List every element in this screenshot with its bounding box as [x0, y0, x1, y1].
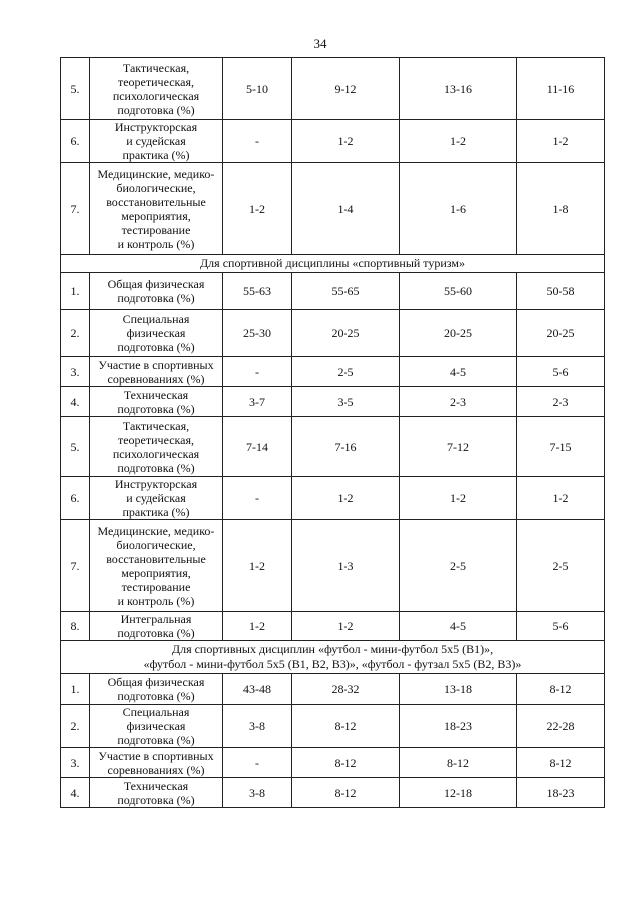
- activity-label: [90, 477, 223, 520]
- value-cell: 2-3: [400, 387, 517, 417]
- activity-label-line: Специальная: [122, 705, 190, 719]
- activity-label-line: Тактическая,: [122, 60, 190, 75]
- activity-label-line: теоретическая,: [117, 432, 195, 447]
- activity-label-line: соревнованиях (%): [107, 762, 205, 777]
- value-cell: 5-6: [517, 612, 605, 641]
- value-cell: 20-25: [292, 310, 400, 357]
- value-cell: 7-12: [400, 417, 517, 477]
- activity-label: [90, 705, 223, 748]
- value-cell: 3-8: [223, 778, 292, 808]
- value-cell: 20-25: [400, 310, 517, 357]
- value-cell: 50-58: [517, 273, 605, 310]
- section-title-line: Для спортивной дисциплины «спортивный туризм»: [200, 256, 465, 270]
- activity-label-line: Инструкторская: [114, 477, 198, 491]
- value-cell: 8-12: [517, 748, 605, 778]
- row-number: 7.: [61, 520, 90, 612]
- row-number: 4.: [61, 778, 90, 808]
- row-number: 1.: [61, 674, 90, 705]
- activity-label: [90, 674, 223, 705]
- activity-label-line: тестирование: [121, 222, 191, 237]
- activity-label-line: психологическая: [112, 446, 200, 461]
- value-cell: 1-2: [223, 163, 292, 255]
- value-cell: -: [223, 120, 292, 163]
- row-number: 6.: [61, 120, 90, 163]
- value-cell: 18-23: [517, 778, 605, 808]
- table-row: [61, 778, 605, 808]
- row-number: 3.: [61, 357, 90, 387]
- value-cell: 25-30: [223, 310, 292, 357]
- activity-label: [90, 357, 223, 387]
- activity-label-line: Тактическая,: [122, 418, 190, 433]
- section-title-line: Для спортивных дисциплин «футбол - мини-футбол 5x5 (B1)»,: [171, 642, 494, 656]
- activity-label: [90, 273, 223, 310]
- value-cell: 1-2: [400, 120, 517, 163]
- table-row: [61, 273, 605, 310]
- value-cell: 1-2: [517, 477, 605, 520]
- activity-label: [90, 58, 223, 120]
- activity-label-line: и судейская: [126, 491, 186, 505]
- value-cell: 55-60: [400, 273, 517, 310]
- value-cell: 5-6: [517, 357, 605, 387]
- value-cell: -: [223, 748, 292, 778]
- value-cell: 4-5: [400, 612, 517, 641]
- value-cell: 3-7: [223, 387, 292, 417]
- activity-label-line: и контроль (%): [117, 236, 195, 251]
- activity-label-line: практика (%): [122, 505, 190, 519]
- activity-label: [90, 612, 223, 641]
- table-row: [61, 477, 605, 520]
- table-row: [61, 58, 605, 120]
- value-cell: 1-2: [292, 477, 400, 520]
- activity-label-line: Специальная: [122, 312, 190, 326]
- value-cell: 5-10: [223, 58, 292, 120]
- value-cell: 8-12: [517, 674, 605, 705]
- activity-label-line: биологические,: [116, 537, 196, 552]
- activity-label-line: соревнованиях (%): [107, 371, 205, 386]
- activity-label-line: подготовка (%): [117, 291, 195, 305]
- row-number: 1.: [61, 273, 90, 310]
- activity-label-line: физическая: [126, 326, 186, 340]
- activity-label-line: Техническая: [123, 387, 189, 402]
- activity-label-line: мероприятия,: [121, 208, 191, 223]
- activity-label-line: Техническая: [123, 778, 189, 793]
- table-row: [61, 748, 605, 778]
- activity-label-line: практика (%): [122, 148, 190, 162]
- activity-label-line: теоретическая,: [117, 74, 195, 89]
- row-number: 7.: [61, 163, 90, 255]
- activity-label-line: подготовка (%): [117, 626, 195, 640]
- value-cell: 2-5: [292, 357, 400, 387]
- activity-label: [90, 417, 223, 477]
- activity-label-line: восстановительные: [106, 194, 206, 209]
- value-cell: 3-5: [292, 387, 400, 417]
- value-cell: 1-2: [223, 612, 292, 641]
- row-number: 2.: [61, 310, 90, 357]
- activity-label-line: Участие в спортивных: [98, 357, 214, 372]
- activity-label-line: подготовка (%): [117, 460, 195, 475]
- table-row: [61, 310, 605, 357]
- value-cell: 13-16: [400, 58, 517, 120]
- activity-label-line: физическая: [126, 719, 186, 733]
- value-cell: 8-12: [292, 748, 400, 778]
- row-number: 4.: [61, 387, 90, 417]
- activity-label-line: Общая физическая: [107, 277, 205, 291]
- activity-label-line: восстановительные: [106, 551, 206, 566]
- value-cell: 4-5: [400, 357, 517, 387]
- section-title: [61, 255, 605, 273]
- activity-label-line: и контроль (%): [117, 593, 195, 608]
- section-header-row: [61, 255, 605, 273]
- value-cell: 1-3: [292, 520, 400, 612]
- value-cell: 7-14: [223, 417, 292, 477]
- table-row: [61, 163, 605, 255]
- activity-label-line: подготовка (%): [117, 689, 195, 703]
- row-number: 6.: [61, 477, 90, 520]
- value-cell: 7-15: [517, 417, 605, 477]
- row-number: 5.: [61, 417, 90, 477]
- activity-label: [90, 120, 223, 163]
- activity-label-line: тестирование: [121, 579, 191, 594]
- value-cell: 1-2: [292, 612, 400, 641]
- activity-label: [90, 387, 223, 417]
- activity-label-line: психологическая: [112, 88, 200, 103]
- activity-label-line: Медицинские, медико-: [97, 523, 215, 538]
- activity-label-line: мероприятия,: [121, 565, 191, 580]
- value-cell: -: [223, 357, 292, 387]
- value-cell: 1-4: [292, 163, 400, 255]
- value-cell: 55-65: [292, 273, 400, 310]
- value-cell: 2-5: [517, 520, 605, 612]
- value-cell: 2-5: [400, 520, 517, 612]
- value-cell: 3-8: [223, 705, 292, 748]
- activity-label: [90, 778, 223, 808]
- value-cell: 11-16: [517, 58, 605, 120]
- value-cell: 22-28: [517, 705, 605, 748]
- activity-label-line: Инструкторская: [114, 120, 198, 134]
- value-cell: 1-2: [517, 120, 605, 163]
- table-row: [61, 387, 605, 417]
- value-cell: 20-25: [517, 310, 605, 357]
- section-header-row: [61, 641, 605, 674]
- value-cell: 1-2: [223, 520, 292, 612]
- table-row: [61, 520, 605, 612]
- activity-label-line: и судейская: [126, 134, 186, 148]
- row-number: 8.: [61, 612, 90, 641]
- value-cell: 1-6: [400, 163, 517, 255]
- table-row: [61, 705, 605, 748]
- section-title: [61, 641, 605, 674]
- value-cell: 12-18: [400, 778, 517, 808]
- activity-label-line: подготовка (%): [117, 102, 195, 117]
- activity-label-line: подготовка (%): [117, 401, 195, 416]
- table-row: [61, 612, 605, 641]
- table-row: [61, 674, 605, 705]
- value-cell: 13-18: [400, 674, 517, 705]
- value-cell: 8-12: [292, 705, 400, 748]
- value-cell: 8-12: [292, 778, 400, 808]
- value-cell: 2-3: [517, 387, 605, 417]
- value-cell: 55-63: [223, 273, 292, 310]
- activity-label-line: биологические,: [116, 180, 196, 195]
- value-cell: 9-12: [292, 58, 400, 120]
- value-cell: 43-48: [223, 674, 292, 705]
- activity-label: [90, 310, 223, 357]
- table-body: [61, 58, 605, 808]
- training-ratio-table: [60, 57, 605, 808]
- value-cell: 28-32: [292, 674, 400, 705]
- activity-label: [90, 520, 223, 612]
- value-cell: 8-12: [400, 748, 517, 778]
- activity-label-line: подготовка (%): [117, 340, 195, 354]
- activity-label-line: Участие в спортивных: [98, 748, 214, 763]
- table-row: [61, 357, 605, 387]
- row-number: 5.: [61, 58, 90, 120]
- value-cell: -: [223, 477, 292, 520]
- row-number: 3.: [61, 748, 90, 778]
- activity-label: [90, 163, 223, 255]
- table-row: [61, 417, 605, 477]
- activity-label-line: Медицинские, медико-: [97, 166, 215, 181]
- activity-label-line: подготовка (%): [117, 792, 195, 807]
- value-cell: 1-2: [292, 120, 400, 163]
- section-title-line: «футбол - мини-футбол 5x5 (B1, B2, B3)», «футбол - футзал 5x5 (B2, B3)»: [143, 657, 522, 671]
- value-cell: 7-16: [292, 417, 400, 477]
- value-cell: 1-8: [517, 163, 605, 255]
- page-number: 34: [313, 36, 327, 51]
- activity-label-line: подготовка (%): [117, 733, 195, 747]
- value-cell: 1-2: [400, 477, 517, 520]
- activity-label-line: Общая физическая: [107, 675, 205, 689]
- table-row: [61, 120, 605, 163]
- activity-label: [90, 748, 223, 778]
- row-number: 2.: [61, 705, 90, 748]
- value-cell: 18-23: [400, 705, 517, 748]
- activity-label-line: Интегральная: [120, 612, 192, 626]
